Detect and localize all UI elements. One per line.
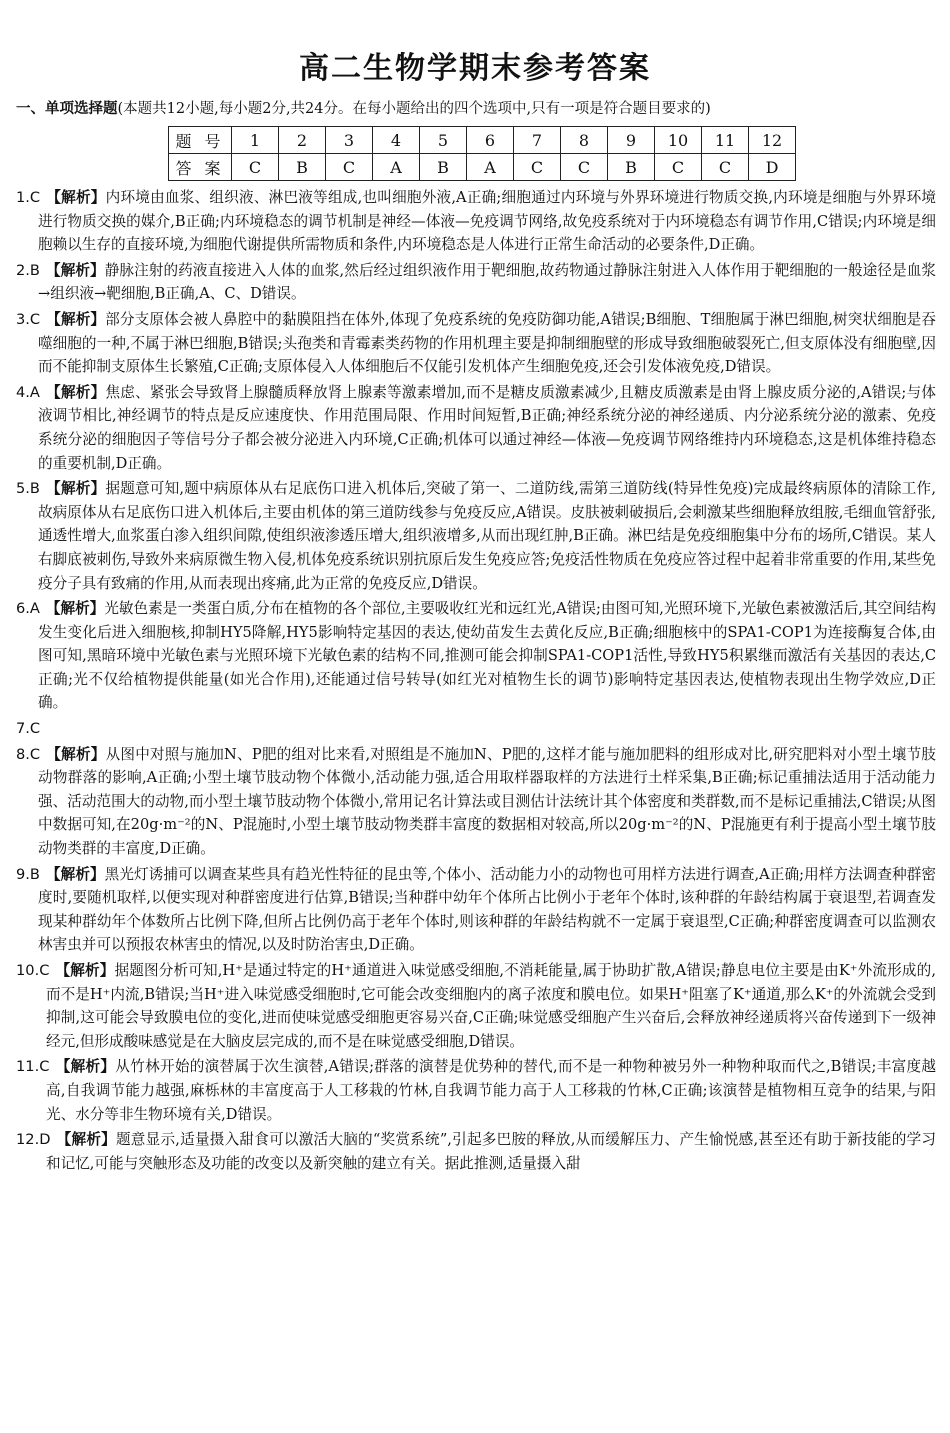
item-number: 11.C xyxy=(16,1058,50,1076)
question-number: 5 xyxy=(420,127,467,154)
analysis-tag: 【解析】 xyxy=(46,745,106,763)
analysis-tag: 【解析】 xyxy=(46,310,106,328)
item-number: 5.B xyxy=(16,480,40,498)
analysis-tag: 【解析】 xyxy=(46,189,106,206)
explanation-item xyxy=(16,186,936,257)
section-heading-note: (本题共12小题,每小题2分,共24分。在每小题给出的四个选项中,只有一项是符合题目要求的) xyxy=(117,101,711,117)
explanation-item xyxy=(16,743,936,861)
question-number: 11 xyxy=(702,127,749,154)
explanation-item xyxy=(16,477,936,595)
explanation-item xyxy=(16,717,936,741)
explanation-text: 焦虑、紧张会导致肾上腺髓质释放肾上腺素等激素增加,而不是糖皮质激素减少,且糖皮质激素是由肾上腺皮质分泌的,A错误;与体液调节相比,神经调节的特点是反应速度快、作用范围局限、作用时间短暂,B正确;神经系统分泌的神经递质、内分泌系统分泌的激素、免疫系统分泌的细胞因子等信号分子都会被分泌进入内环境,C正确;机体可以通过神经—体液—免疫调节网络维持内环境稳态,这是机体维持稳态的重要机制,D正确。 xyxy=(38,383,936,472)
question-number: 4 xyxy=(373,127,420,154)
answer-cell: C xyxy=(232,154,279,181)
explanation-item xyxy=(16,863,936,957)
explanation-item xyxy=(16,259,936,306)
analysis-tag xyxy=(40,720,46,737)
explanation-text: 从图中对照与施加N、P肥的组对比来看,对照组是不施加N、P肥的,这样才能与施加肥料的组形成对比,研究肥料对小型土壤节肢动物群落的影响,A正确;小型土壤节肢动物个体微小,活动能力强,适合用取样器取样的方法进行土样采集,B正确;标记重捕法适用于活动能力强、活动范围大的动物,而小型土壤节肢动物个体微小,常用记名计算法或目测估计法统计其个体密度和类群数,而不是标记重捕法,C错误;从图中数据可知,在20g·m⁻²的N、P混施时,小型土壤节肢动物类群丰富度的数据相对较高,所以20g·m⁻²的N、P混施更有利于提高小型土壤节肢动物类群的丰富度,D正确。 xyxy=(38,745,936,858)
answer-cell: A xyxy=(467,154,514,181)
analysis-tag: 【解析】 xyxy=(45,600,105,618)
item-number: 7.C xyxy=(16,720,41,738)
explanation-item xyxy=(16,1128,936,1172)
explanation-text: 部分支原体会被人鼻腔中的黏膜阻挡在体外,体现了免疫系统的免疫防御功能,A错误;B细胞、T细胞属于淋巴细胞,树突状细胞是吞噬细胞的一种,不属于淋巴细胞,B错误;头孢类和青霉素类药物的作用机理主要是抑制细胞壁的形成导致细胞破裂死亡,但支原体没有细胞壁,因而不能抑制支原体生长繁殖,C正确;支原体侵入人体细胞后不仅能引发机体产生细胞免疫,还会引发体液免疫,D错误。 xyxy=(38,310,936,376)
explanation-text: 黑光灯诱捕可以调查某些具有趋光性特征的昆虫等,个体小、活动能力小的动物也可用样方法进行调查,A正确;用样方法调查种群密度时,要随机取样,以便实现对种群密度进行估算,B错误;当种群中幼年个体所占比例小于老年个体时,该种群的年龄结构属于衰退型,若调查发现某种群幼年个体数所占比例下降,但所占比例仍高于老年个体时,则该种群的年龄结构就不一定属于衰退型,C正确;种群密度调查可以监测农林害虫并可以预报农林害虫的情况,以及时防治害虫,D正确。 xyxy=(38,865,936,954)
analysis-tag: 【解析】 xyxy=(45,261,105,279)
question-number: 1 xyxy=(232,127,279,154)
explanation-item xyxy=(16,597,936,715)
question-number: 10 xyxy=(655,127,702,154)
table-row-label: 答 案 xyxy=(169,154,232,181)
section-heading-label: 一、单项选择题 xyxy=(16,101,118,117)
table-row-label: 题 号 xyxy=(169,127,232,154)
section-heading xyxy=(16,98,936,120)
answer-cell: B xyxy=(279,154,326,181)
question-number: 12 xyxy=(749,127,796,154)
analysis-tag: 【解析】 xyxy=(55,1058,116,1076)
explanation-text: 据题图分析可知,H⁺是通过特定的H⁺通道进入味觉感受细胞,不消耗能量,属于协助扩散,A错误;静息电位主要是由K⁺外流形成的,而不是H⁺内流,B错误;当H⁺进入味觉感受细胞时,它可能会改变细胞内的离子浓度和膜电位。如果H⁺阻塞了K⁺通道,那么K⁺的外流就会受到抑制,这可能会导致膜电位的变化,进而使味觉感受细胞更容易兴奋,C正确;味觉感受细胞产生兴奋后,会释放神经递质将兴奋传递到下一级神经元,但形成酸味感觉是在大脑皮层完成的,而不是在味觉感受细胞,D错误。 xyxy=(46,962,936,1050)
question-number: 8 xyxy=(561,127,608,154)
answer-cell: D xyxy=(749,154,796,181)
answer-table xyxy=(168,126,796,181)
item-number: 8.C xyxy=(16,745,41,763)
answer-table-answer-row xyxy=(169,154,796,181)
answer-cell: B xyxy=(420,154,467,181)
question-number: 9 xyxy=(608,127,655,154)
explanation-text: 据题意可知,题中病原体从右足底伤口进入机体后,突破了第一、二道防线,需第三道防线(特异性免疫)完成最终病原体的清除工作,故病原体从右足底伤口进入机体后,主要由机体的第三道防线参与免疫反应,A错误。皮肤被刺破损后,会刺激某些细胞释放组胺,毛细血管舒张,通透性增大,血浆蛋白渗入组织间隙,使组织液渗透压增大,组织液增多,从而出现红肿,B正确。淋巴结是免疫细胞集中分布的场所,C错误。某人右脚底被刺伤,导致外来病原微生物入侵,机体免疫系统识别抗原后发生免疫应答;免疫活性物质在免疫应答过程中起着非常重要的作用,某些免疫分子具有致痛的作用,从而表现出疼痛,此为正常的免疫反应,D错误。 xyxy=(38,480,936,592)
explanation-item xyxy=(16,308,936,379)
item-number: 9.B xyxy=(16,865,40,883)
question-number: 7 xyxy=(514,127,561,154)
analysis-tag: 【解析】 xyxy=(55,962,115,979)
explanation-text: 光敏色素是一类蛋白质,分布在植物的各个部位,主要吸收红光和远红光,A错误;由图可知,光照环境下,光敏色素被激活后,其空间结构发生变化后进入细胞核,抑制HY5降解,HY5影响特定基因的表达,使幼苗发生去黄化反应,B正确;细胞核中的SPA1-COP1为连接酶复合体,由图可知,黑暗环境中光敏色素与光照环境下光敏色素的结构不同,推测可能会抑制SPA1-COP1活性,导致HY5积累继而激活有关基因的表达,C正确;光不仅给植物提供能量(如光合作用),还能通过信号转导(如红光对植物生长的调节)影响特定基因表达,使植物表现出生物学效应,D正确。 xyxy=(38,600,936,712)
explanation-item xyxy=(16,959,936,1053)
analysis-tag: 【解析】 xyxy=(45,383,106,401)
item-number: 1.C xyxy=(16,189,41,206)
answer-cell: C xyxy=(326,154,373,181)
answer-cell: C xyxy=(561,154,608,181)
question-number: 6 xyxy=(467,127,514,154)
item-number: 4.A xyxy=(16,383,40,401)
explanation-text: 静脉注射的药液直接进入人体的血浆,然后经过组织液作用于靶细胞,故药物通过静脉注射进入人体作用于靶细胞的一般途径是血浆→组织液→靶细胞,B正确,A、C、D错误。 xyxy=(38,261,936,303)
item-number: 12.D xyxy=(16,1131,51,1149)
item-number: 10.C xyxy=(16,962,50,979)
explanation-item xyxy=(16,381,936,475)
analysis-tag: 【解析】 xyxy=(45,480,106,498)
answer-cell: C xyxy=(702,154,749,181)
item-number: 3.C xyxy=(16,310,41,328)
item-number: 2.B xyxy=(16,261,40,279)
analysis-tag: 【解析】 xyxy=(45,865,105,883)
answer-cell: A xyxy=(373,154,420,181)
explanation-text: 内环境由血浆、组织液、淋巴液等组成,也叫细胞外液,A正确;细胞通过内环境与外界环境进行物质交换,内环境是细胞与外界环境进行物质交换的媒介,B正确;内环境稳态的调节机制是神经—体液—免疫调节网络,故免疫系统对于内环境稳态有调节作用,C错误;内环境是细胞赖以生存的直接环境,为细胞代谢提供所需物质和条件,内环境稳态是人体进行正常生命活动的必要条件,D正确。 xyxy=(38,189,936,254)
answer-table-number-row xyxy=(169,127,796,154)
answer-cell: B xyxy=(608,154,655,181)
explanation-text: 从竹林开始的演替属于次生演替,A错误;群落的演替是优势种的替代,而不是一种物种被另外一种物种取而代之,B错误;丰富度越高,自我调节能力越强,麻栎林的丰富度高于人工移栽的竹林,自我调节能力高于人工移栽的竹林,C正确;该演替是植物相互竞争的结果,与阳光、水分等非生物环境有关,D错误。 xyxy=(46,1058,936,1123)
page-title: 高二生物学期末参考答案 xyxy=(299,51,651,86)
analysis-tag: 【解析】 xyxy=(56,1131,116,1149)
explanation-list xyxy=(16,186,936,1172)
question-number: 3 xyxy=(326,127,373,154)
explanation-text: 题意显示,适量摄入甜食可以激活大脑的“奖赏系统”,引起多巴胺的释放,从而缓解压力、产生愉悦感,甚至还有助于新技能的学习和记忆,可能与突触形态及功能的改变以及新突触的建立有关。据此推测,适量摄入甜 xyxy=(46,1131,936,1172)
question-number: 2 xyxy=(279,127,326,154)
answer-cell: C xyxy=(655,154,702,181)
item-number: 6.A xyxy=(16,600,40,618)
explanation-item xyxy=(16,1055,936,1126)
answer-cell: C xyxy=(514,154,561,181)
